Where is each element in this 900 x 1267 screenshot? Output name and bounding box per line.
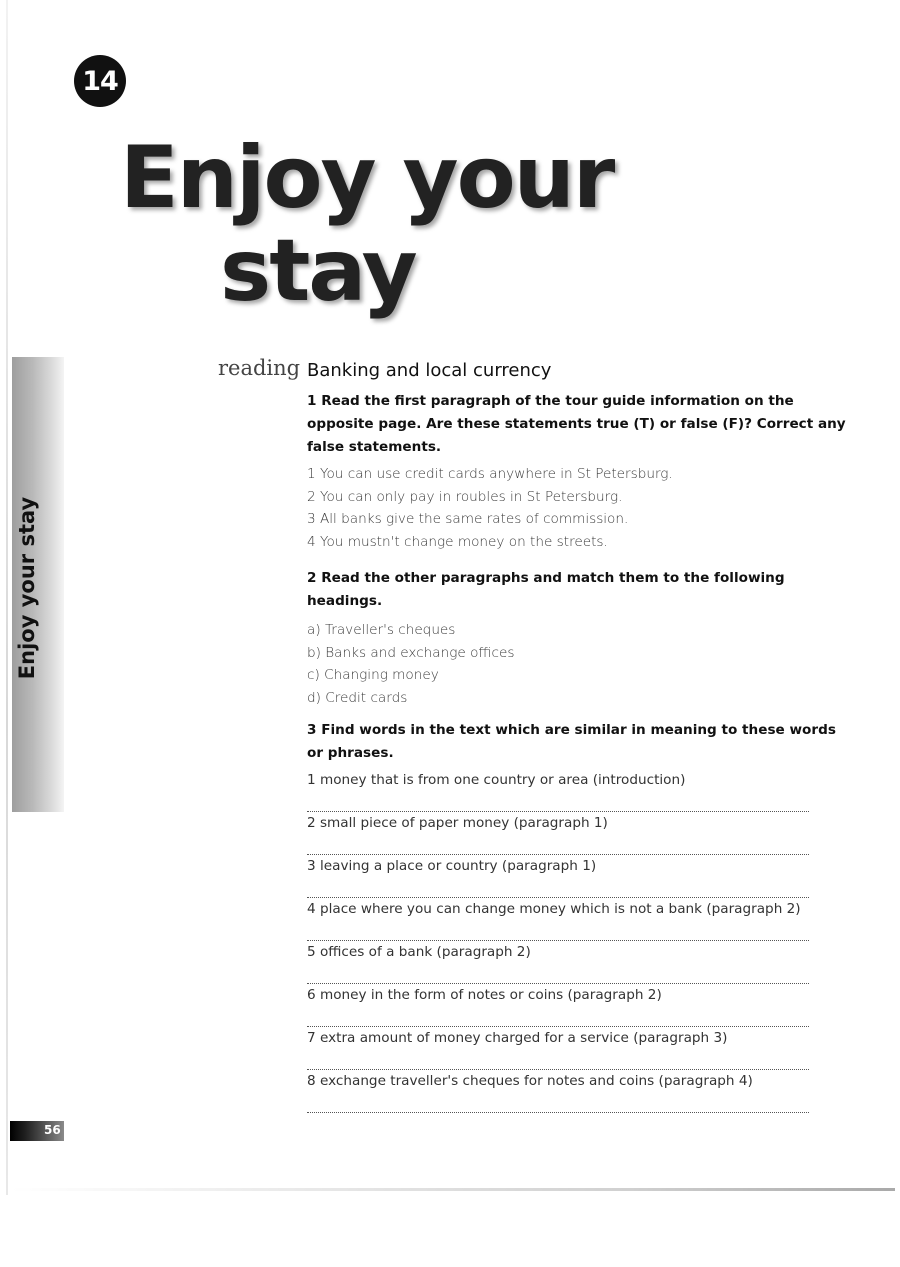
answer-line[interactable]: 4 place where you can change money which is not a bank (paragraph 2) [307, 898, 809, 941]
answer-line[interactable]: 6 money in the form of notes or coins (paragraph 2) [307, 984, 809, 1027]
page-title [120, 128, 614, 321]
task-1-statements [307, 463, 852, 553]
statement-item: 2 You can only pay in roubles in St Petersburg. [307, 488, 623, 505]
section-heading: Banking and local currency [307, 360, 552, 381]
statement-item: 3 All banks give the same rates of commission. [307, 511, 629, 527]
statement-item: 1 You can use credit cards anywhere in St Petersburg. [307, 466, 673, 482]
page-edge-shadow [6, 0, 8, 1195]
task-2-headings [307, 619, 852, 709]
task-3-answer-list [307, 769, 809, 1113]
answer-line[interactable]: 1 money that is from one country or area (introduction) [307, 769, 809, 812]
answer-line[interactable]: 2 small piece of paper money (paragraph 1) [307, 812, 809, 855]
answer-line[interactable]: 5 offices of a bank (paragraph 2) [307, 941, 809, 984]
title-line-1: Enjoy your [120, 128, 614, 228]
answer-line[interactable]: 7 extra amount of money charged for a service (paragraph 3) [307, 1027, 809, 1070]
unit-number-badge [74, 55, 126, 107]
page-bottom-shadow [10, 1188, 895, 1191]
answer-line[interactable]: 8 exchange traveller's cheques for notes and coins (paragraph 4) [307, 1070, 809, 1113]
heading-option: c) Changing money [307, 667, 439, 683]
task-1-instruction: 1 Read the first paragraph of the tour guide information on the opposite page. Are these statements true (T) or false (F)? Correct any false statements. [307, 393, 846, 455]
section-label: reading [218, 356, 301, 380]
heading-option: a) Traveller's cheques [307, 622, 456, 638]
answer-line[interactable]: 3 leaving a place or country (paragraph 1) [307, 855, 809, 898]
unit-number: 14 [82, 65, 118, 97]
side-tab-label: Enjoy your stay [15, 496, 39, 680]
page-number: 56 [44, 1123, 61, 1137]
exercise-content [307, 390, 852, 1113]
task-2-instruction: 2 Read the other paragraphs and match them to the following headings. [307, 570, 785, 609]
heading-option: b) Banks and exchange offices [307, 644, 515, 661]
heading-option: d) Credit cards [307, 689, 408, 706]
task-3-instruction: 3 Find words in the text which are similar in meaning to these words or phrases. [307, 722, 836, 761]
title-line-2: stay [220, 221, 416, 321]
statement-item: 4 You mustn't change money on the streets. [307, 533, 608, 550]
